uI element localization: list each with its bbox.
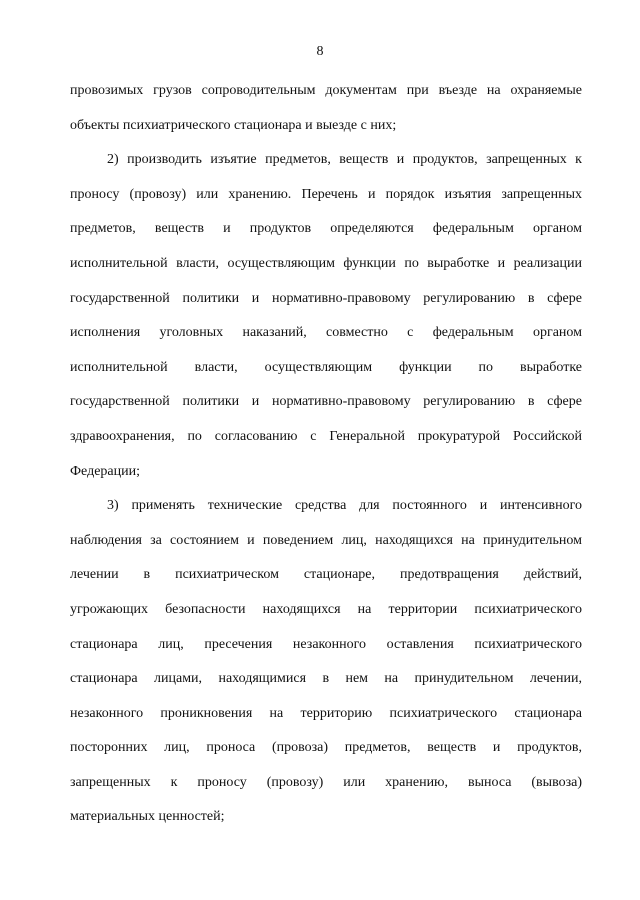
text-line: исполнения уголовных наказаний, совместно с федеральным органом (70, 325, 582, 341)
text-line: провозимых грузов сопроводительным документам при въезде на охраняемые (70, 83, 582, 98)
text-line: угрожающих безопасности находящихся на территории психиатрического (70, 601, 582, 617)
text-line: 3) применять технические средства для постоянного и интенсивного (107, 498, 582, 514)
text-line: незаконного проникновения на территорию психиатрического стационара (70, 705, 582, 721)
paragraph-item-3 (70, 489, 582, 835)
text-line: материальных ценностей; (70, 809, 225, 825)
text-line: лечении в психиатрическом стационаре, предотвращения действий, (70, 567, 582, 583)
text-line: стационара лиц, пресечения незаконного оставления психиатрического (70, 636, 582, 652)
text-line: государственной политики и нормативно-правовому регулированию в сфере (70, 290, 582, 306)
text-line: государственной политики и нормативно-правовому регулированию в сфере (70, 394, 582, 410)
text-line: 2) производить изъятие предметов, веществ и продуктов, запрещенных к (107, 152, 582, 168)
text-line: запрещенных к проносу (провозу) или хранению, выноса (вывоза) (70, 774, 582, 790)
text-line: здравоохранения, по согласованию с Генеральной прокуратурой Российской (70, 428, 582, 444)
text-line: посторонних лиц, проноса (провоза) предметов, веществ и продуктов, (70, 740, 582, 756)
page-number: 8 (316, 44, 324, 59)
text-line: исполнительной власти, осуществляющим функции по выработке и реализации (70, 255, 582, 271)
text-line: стационара лицами, находящимися в нем на принудительном лечении, (70, 671, 582, 687)
paragraph-continuation (70, 74, 582, 143)
text-line: проносу (провозу) или хранению. Перечень и порядок изъятия запрещенных (70, 186, 582, 202)
paragraph-item-2 (70, 143, 582, 489)
document-body (70, 74, 582, 835)
text-line: наблюдения за состоянием и поведением лиц, находящихся на принудительном (70, 532, 582, 548)
text-line: предметов, веществ и продуктов определяются федеральным органом (70, 221, 582, 237)
text-line: объекты психиатрического стационара и выезде с них; (70, 117, 397, 133)
text-line: исполнительной власти, осуществляющим функции по выработке (70, 359, 582, 375)
text-line: Федерации; (70, 463, 141, 479)
